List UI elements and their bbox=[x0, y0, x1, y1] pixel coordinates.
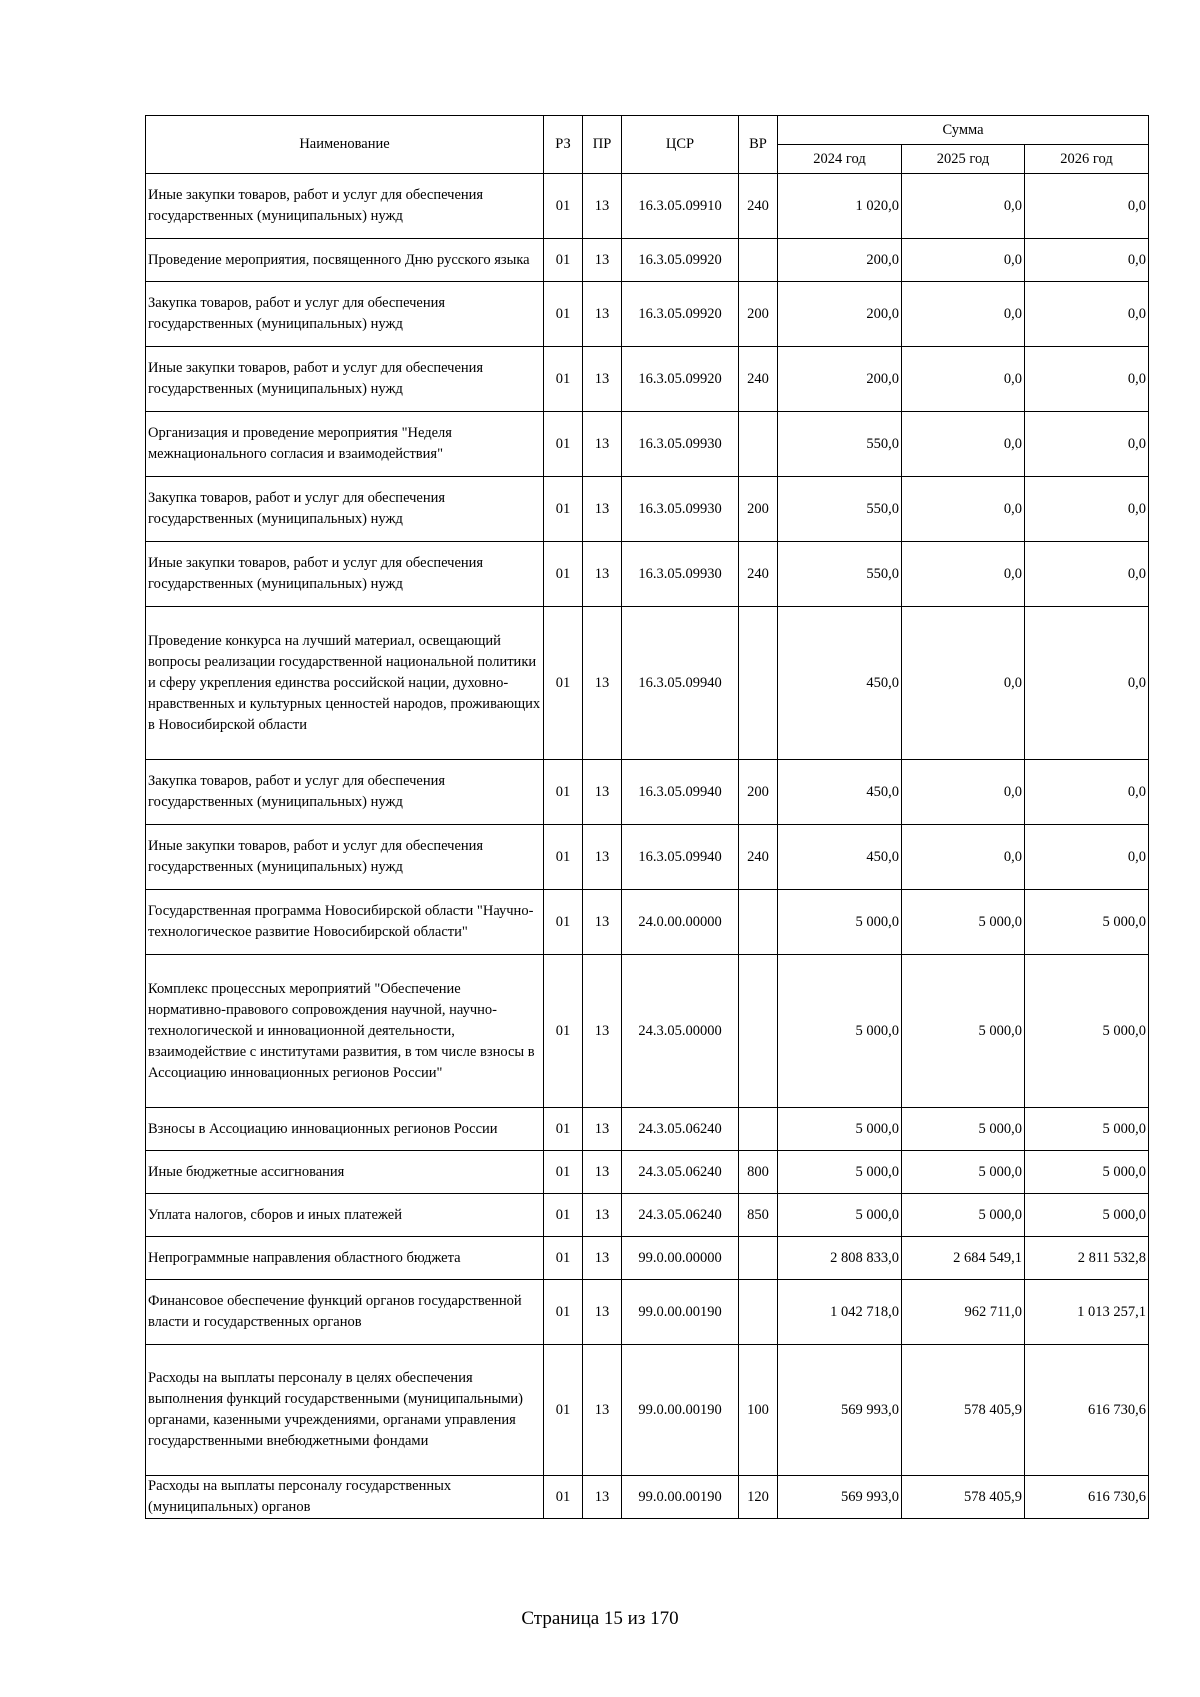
row-csr: 16.3.05.09920 bbox=[622, 347, 739, 412]
row-pr: 13 bbox=[583, 1280, 622, 1345]
row-sum-2025: 2 684 549,1 bbox=[902, 1237, 1025, 1280]
row-rz: 01 bbox=[544, 760, 583, 825]
row-sum-2024: 1 020,0 bbox=[778, 174, 902, 239]
header-sum: Сумма bbox=[778, 116, 1149, 145]
row-vr bbox=[739, 955, 778, 1108]
page-number: Страница 15 из 170 bbox=[521, 1608, 679, 1629]
table-row bbox=[146, 1476, 1149, 1519]
row-sum-2026: 0,0 bbox=[1025, 347, 1149, 412]
row-sum-2024: 5 000,0 bbox=[778, 890, 902, 955]
row-sum-2024: 2 808 833,0 bbox=[778, 1237, 902, 1280]
table-header bbox=[146, 116, 1149, 174]
row-sum-2024: 550,0 bbox=[778, 412, 902, 477]
row-name: Проведение мероприятия, посвященного Дню русского языка bbox=[146, 239, 544, 282]
row-csr: 16.3.05.09930 bbox=[622, 412, 739, 477]
row-vr: 120 bbox=[739, 1476, 778, 1519]
row-rz: 01 bbox=[544, 607, 583, 760]
table-row bbox=[146, 542, 1149, 607]
row-rz: 01 bbox=[544, 955, 583, 1108]
row-name: Финансовое обеспечение функций органов государственной власти и государственных органов bbox=[146, 1280, 544, 1345]
table-row bbox=[146, 1194, 1149, 1237]
header-rz: РЗ bbox=[544, 116, 583, 174]
row-rz: 01 bbox=[544, 1345, 583, 1476]
row-sum-2025: 5 000,0 bbox=[902, 955, 1025, 1108]
row-sum-2026: 0,0 bbox=[1025, 239, 1149, 282]
row-sum-2026: 0,0 bbox=[1025, 607, 1149, 760]
row-name: Закупка товаров, работ и услуг для обеспечения государственных (муниципальных) нужд bbox=[146, 477, 544, 542]
row-csr: 16.3.05.09940 bbox=[622, 760, 739, 825]
row-csr: 99.0.00.00190 bbox=[622, 1476, 739, 1519]
row-rz: 01 bbox=[544, 542, 583, 607]
row-name: Комплекс процессных мероприятий "Обеспечение нормативно-правового сопровождения научной, научно-технологической и инновационной деятельности, взаимодействие с институтами развития, в том числе взносы в Ассоциацию инновационных регионов России" bbox=[146, 955, 544, 1108]
row-name: Непрограммные направления областного бюджета bbox=[146, 1237, 544, 1280]
row-sum-2026: 5 000,0 bbox=[1025, 890, 1149, 955]
row-csr: 16.3.05.09910 bbox=[622, 174, 739, 239]
row-rz: 01 bbox=[544, 890, 583, 955]
header-year-2024: 2024 год bbox=[778, 145, 902, 174]
row-name: Иные закупки товаров, работ и услуг для обеспечения государственных (муниципальных) нужд bbox=[146, 347, 544, 412]
budget-table bbox=[145, 115, 1149, 1519]
row-sum-2024: 550,0 bbox=[778, 477, 902, 542]
row-pr: 13 bbox=[583, 760, 622, 825]
row-rz: 01 bbox=[544, 1237, 583, 1280]
table-row bbox=[146, 1345, 1149, 1476]
row-sum-2024: 200,0 bbox=[778, 347, 902, 412]
table-body bbox=[146, 174, 1149, 1519]
table-row bbox=[146, 347, 1149, 412]
row-sum-2025: 5 000,0 bbox=[902, 1151, 1025, 1194]
header-name: Наименование bbox=[146, 116, 544, 174]
row-sum-2026: 5 000,0 bbox=[1025, 1108, 1149, 1151]
row-sum-2024: 550,0 bbox=[778, 542, 902, 607]
row-vr bbox=[739, 1280, 778, 1345]
row-csr: 16.3.05.09920 bbox=[622, 282, 739, 347]
row-sum-2026: 0,0 bbox=[1025, 760, 1149, 825]
row-rz: 01 bbox=[544, 412, 583, 477]
table-row bbox=[146, 607, 1149, 760]
row-name: Организация и проведение мероприятия "Неделя межнационального согласия и взаимодействия" bbox=[146, 412, 544, 477]
table-row bbox=[146, 412, 1149, 477]
row-csr: 24.3.05.06240 bbox=[622, 1151, 739, 1194]
row-sum-2025: 5 000,0 bbox=[902, 890, 1025, 955]
row-vr: 850 bbox=[739, 1194, 778, 1237]
row-sum-2024: 5 000,0 bbox=[778, 1108, 902, 1151]
row-vr: 100 bbox=[739, 1345, 778, 1476]
row-name: Иные закупки товаров, работ и услуг для обеспечения государственных (муниципальных) нужд bbox=[146, 542, 544, 607]
row-sum-2024: 5 000,0 bbox=[778, 955, 902, 1108]
row-rz: 01 bbox=[544, 1194, 583, 1237]
row-vr: 240 bbox=[739, 825, 778, 890]
row-vr: 200 bbox=[739, 477, 778, 542]
row-pr: 13 bbox=[583, 890, 622, 955]
row-pr: 13 bbox=[583, 1237, 622, 1280]
row-name: Иные бюджетные ассигнования bbox=[146, 1151, 544, 1194]
table-row bbox=[146, 890, 1149, 955]
row-sum-2025: 0,0 bbox=[902, 347, 1025, 412]
row-sum-2026: 0,0 bbox=[1025, 825, 1149, 890]
header-year-2026: 2026 год bbox=[1025, 145, 1149, 174]
row-csr: 24.3.05.00000 bbox=[622, 955, 739, 1108]
row-pr: 13 bbox=[583, 825, 622, 890]
row-name: Расходы на выплаты персоналу государственных (муниципальных) органов bbox=[146, 1476, 544, 1519]
header-vr: ВР bbox=[739, 116, 778, 174]
row-sum-2024: 569 993,0 bbox=[778, 1476, 902, 1519]
row-sum-2026: 5 000,0 bbox=[1025, 1151, 1149, 1194]
table-row bbox=[146, 825, 1149, 890]
row-sum-2025: 0,0 bbox=[902, 760, 1025, 825]
row-sum-2025: 5 000,0 bbox=[902, 1108, 1025, 1151]
row-pr: 13 bbox=[583, 282, 622, 347]
row-pr: 13 bbox=[583, 1151, 622, 1194]
row-csr: 24.3.05.06240 bbox=[622, 1194, 739, 1237]
row-sum-2025: 578 405,9 bbox=[902, 1345, 1025, 1476]
row-pr: 13 bbox=[583, 1194, 622, 1237]
row-csr: 16.3.05.09940 bbox=[622, 607, 739, 760]
row-sum-2024: 200,0 bbox=[778, 282, 902, 347]
row-vr bbox=[739, 607, 778, 760]
row-sum-2025: 0,0 bbox=[902, 607, 1025, 760]
table-row bbox=[146, 174, 1149, 239]
row-vr: 200 bbox=[739, 282, 778, 347]
row-rz: 01 bbox=[544, 1476, 583, 1519]
row-csr: 16.3.05.09940 bbox=[622, 825, 739, 890]
row-csr: 24.3.05.06240 bbox=[622, 1108, 739, 1151]
table-row bbox=[146, 1280, 1149, 1345]
header-csr: ЦСР bbox=[622, 116, 739, 174]
row-vr bbox=[739, 1108, 778, 1151]
row-pr: 13 bbox=[583, 955, 622, 1108]
row-sum-2024: 450,0 bbox=[778, 760, 902, 825]
row-sum-2024: 5 000,0 bbox=[778, 1194, 902, 1237]
row-pr: 13 bbox=[583, 1108, 622, 1151]
row-vr: 800 bbox=[739, 1151, 778, 1194]
row-rz: 01 bbox=[544, 1151, 583, 1194]
header-pr: ПР bbox=[583, 116, 622, 174]
row-rz: 01 bbox=[544, 1280, 583, 1345]
row-sum-2026: 0,0 bbox=[1025, 477, 1149, 542]
row-sum-2026: 5 000,0 bbox=[1025, 1194, 1149, 1237]
row-csr: 99.0.00.00190 bbox=[622, 1280, 739, 1345]
table-row bbox=[146, 477, 1149, 542]
row-vr bbox=[739, 239, 778, 282]
row-sum-2025: 0,0 bbox=[902, 174, 1025, 239]
table-row bbox=[146, 760, 1149, 825]
row-sum-2024: 450,0 bbox=[778, 607, 902, 760]
row-csr: 99.0.00.00000 bbox=[622, 1237, 739, 1280]
row-pr: 13 bbox=[583, 542, 622, 607]
row-rz: 01 bbox=[544, 347, 583, 412]
row-csr: 99.0.00.00190 bbox=[622, 1345, 739, 1476]
row-sum-2026: 0,0 bbox=[1025, 282, 1149, 347]
row-pr: 13 bbox=[583, 1345, 622, 1476]
row-pr: 13 bbox=[583, 607, 622, 760]
row-pr: 13 bbox=[583, 477, 622, 542]
row-pr: 13 bbox=[583, 347, 622, 412]
row-sum-2025: 0,0 bbox=[902, 412, 1025, 477]
row-rz: 01 bbox=[544, 239, 583, 282]
row-sum-2025: 0,0 bbox=[902, 477, 1025, 542]
row-name: Закупка товаров, работ и услуг для обеспечения государственных (муниципальных) нужд bbox=[146, 282, 544, 347]
row-sum-2024: 200,0 bbox=[778, 239, 902, 282]
row-pr: 13 bbox=[583, 1476, 622, 1519]
row-sum-2026: 616 730,6 bbox=[1025, 1476, 1149, 1519]
row-name: Закупка товаров, работ и услуг для обеспечения государственных (муниципальных) нужд bbox=[146, 760, 544, 825]
row-sum-2024: 1 042 718,0 bbox=[778, 1280, 902, 1345]
row-vr bbox=[739, 412, 778, 477]
row-name: Государственная программа Новосибирской области "Научно-технологическое развитие Новосибирской области" bbox=[146, 890, 544, 955]
row-sum-2025: 578 405,9 bbox=[902, 1476, 1025, 1519]
table-row bbox=[146, 1237, 1149, 1280]
row-sum-2024: 450,0 bbox=[778, 825, 902, 890]
table-row bbox=[146, 282, 1149, 347]
row-sum-2025: 0,0 bbox=[902, 542, 1025, 607]
row-sum-2026: 1 013 257,1 bbox=[1025, 1280, 1149, 1345]
row-vr: 240 bbox=[739, 347, 778, 412]
row-pr: 13 bbox=[583, 174, 622, 239]
row-sum-2025: 0,0 bbox=[902, 825, 1025, 890]
row-name: Иные закупки товаров, работ и услуг для обеспечения государственных (муниципальных) нужд bbox=[146, 174, 544, 239]
header-year-2025: 2025 год bbox=[902, 145, 1025, 174]
row-sum-2025: 0,0 bbox=[902, 282, 1025, 347]
row-sum-2024: 5 000,0 bbox=[778, 1151, 902, 1194]
row-sum-2025: 0,0 bbox=[902, 239, 1025, 282]
row-sum-2026: 0,0 bbox=[1025, 174, 1149, 239]
row-name: Иные закупки товаров, работ и услуг для обеспечения государственных (муниципальных) нужд bbox=[146, 825, 544, 890]
row-sum-2026: 2 811 532,8 bbox=[1025, 1237, 1149, 1280]
row-csr: 16.3.05.09930 bbox=[622, 477, 739, 542]
row-csr: 16.3.05.09920 bbox=[622, 239, 739, 282]
row-rz: 01 bbox=[544, 282, 583, 347]
row-rz: 01 bbox=[544, 1108, 583, 1151]
row-rz: 01 bbox=[544, 477, 583, 542]
table-row bbox=[146, 239, 1149, 282]
row-rz: 01 bbox=[544, 825, 583, 890]
table-row bbox=[146, 1108, 1149, 1151]
table-row bbox=[146, 1151, 1149, 1194]
row-sum-2024: 569 993,0 bbox=[778, 1345, 902, 1476]
row-vr bbox=[739, 890, 778, 955]
row-name: Расходы на выплаты персоналу в целях обеспечения выполнения функций государственными (муниципальными) органами, казенными учреждениями, органами управления государственными внебюджетными фондами bbox=[146, 1345, 544, 1476]
row-vr: 240 bbox=[739, 542, 778, 607]
row-name: Взносы в Ассоциацию инновационных регионов России bbox=[146, 1108, 544, 1151]
row-name: Проведение конкурса на лучший материал, освещающий вопросы реализации государственной национальной политики и сферу укрепления единства российской нации, духовно-нравственных и культурных ценностей народов, проживающих в Новосибирской области bbox=[146, 607, 544, 760]
table-row bbox=[146, 955, 1149, 1108]
row-pr: 13 bbox=[583, 412, 622, 477]
row-sum-2025: 5 000,0 bbox=[902, 1194, 1025, 1237]
row-name: Уплата налогов, сборов и иных платежей bbox=[146, 1194, 544, 1237]
row-sum-2025: 962 711,0 bbox=[902, 1280, 1025, 1345]
row-vr: 240 bbox=[739, 174, 778, 239]
row-vr bbox=[739, 1237, 778, 1280]
row-sum-2026: 0,0 bbox=[1025, 412, 1149, 477]
row-csr: 16.3.05.09930 bbox=[622, 542, 739, 607]
row-vr: 200 bbox=[739, 760, 778, 825]
row-rz: 01 bbox=[544, 174, 583, 239]
row-pr: 13 bbox=[583, 239, 622, 282]
row-sum-2026: 0,0 bbox=[1025, 542, 1149, 607]
budget-table-container bbox=[145, 115, 1149, 1519]
row-sum-2026: 616 730,6 bbox=[1025, 1345, 1149, 1476]
row-csr: 24.0.00.00000 bbox=[622, 890, 739, 955]
row-sum-2026: 5 000,0 bbox=[1025, 955, 1149, 1108]
